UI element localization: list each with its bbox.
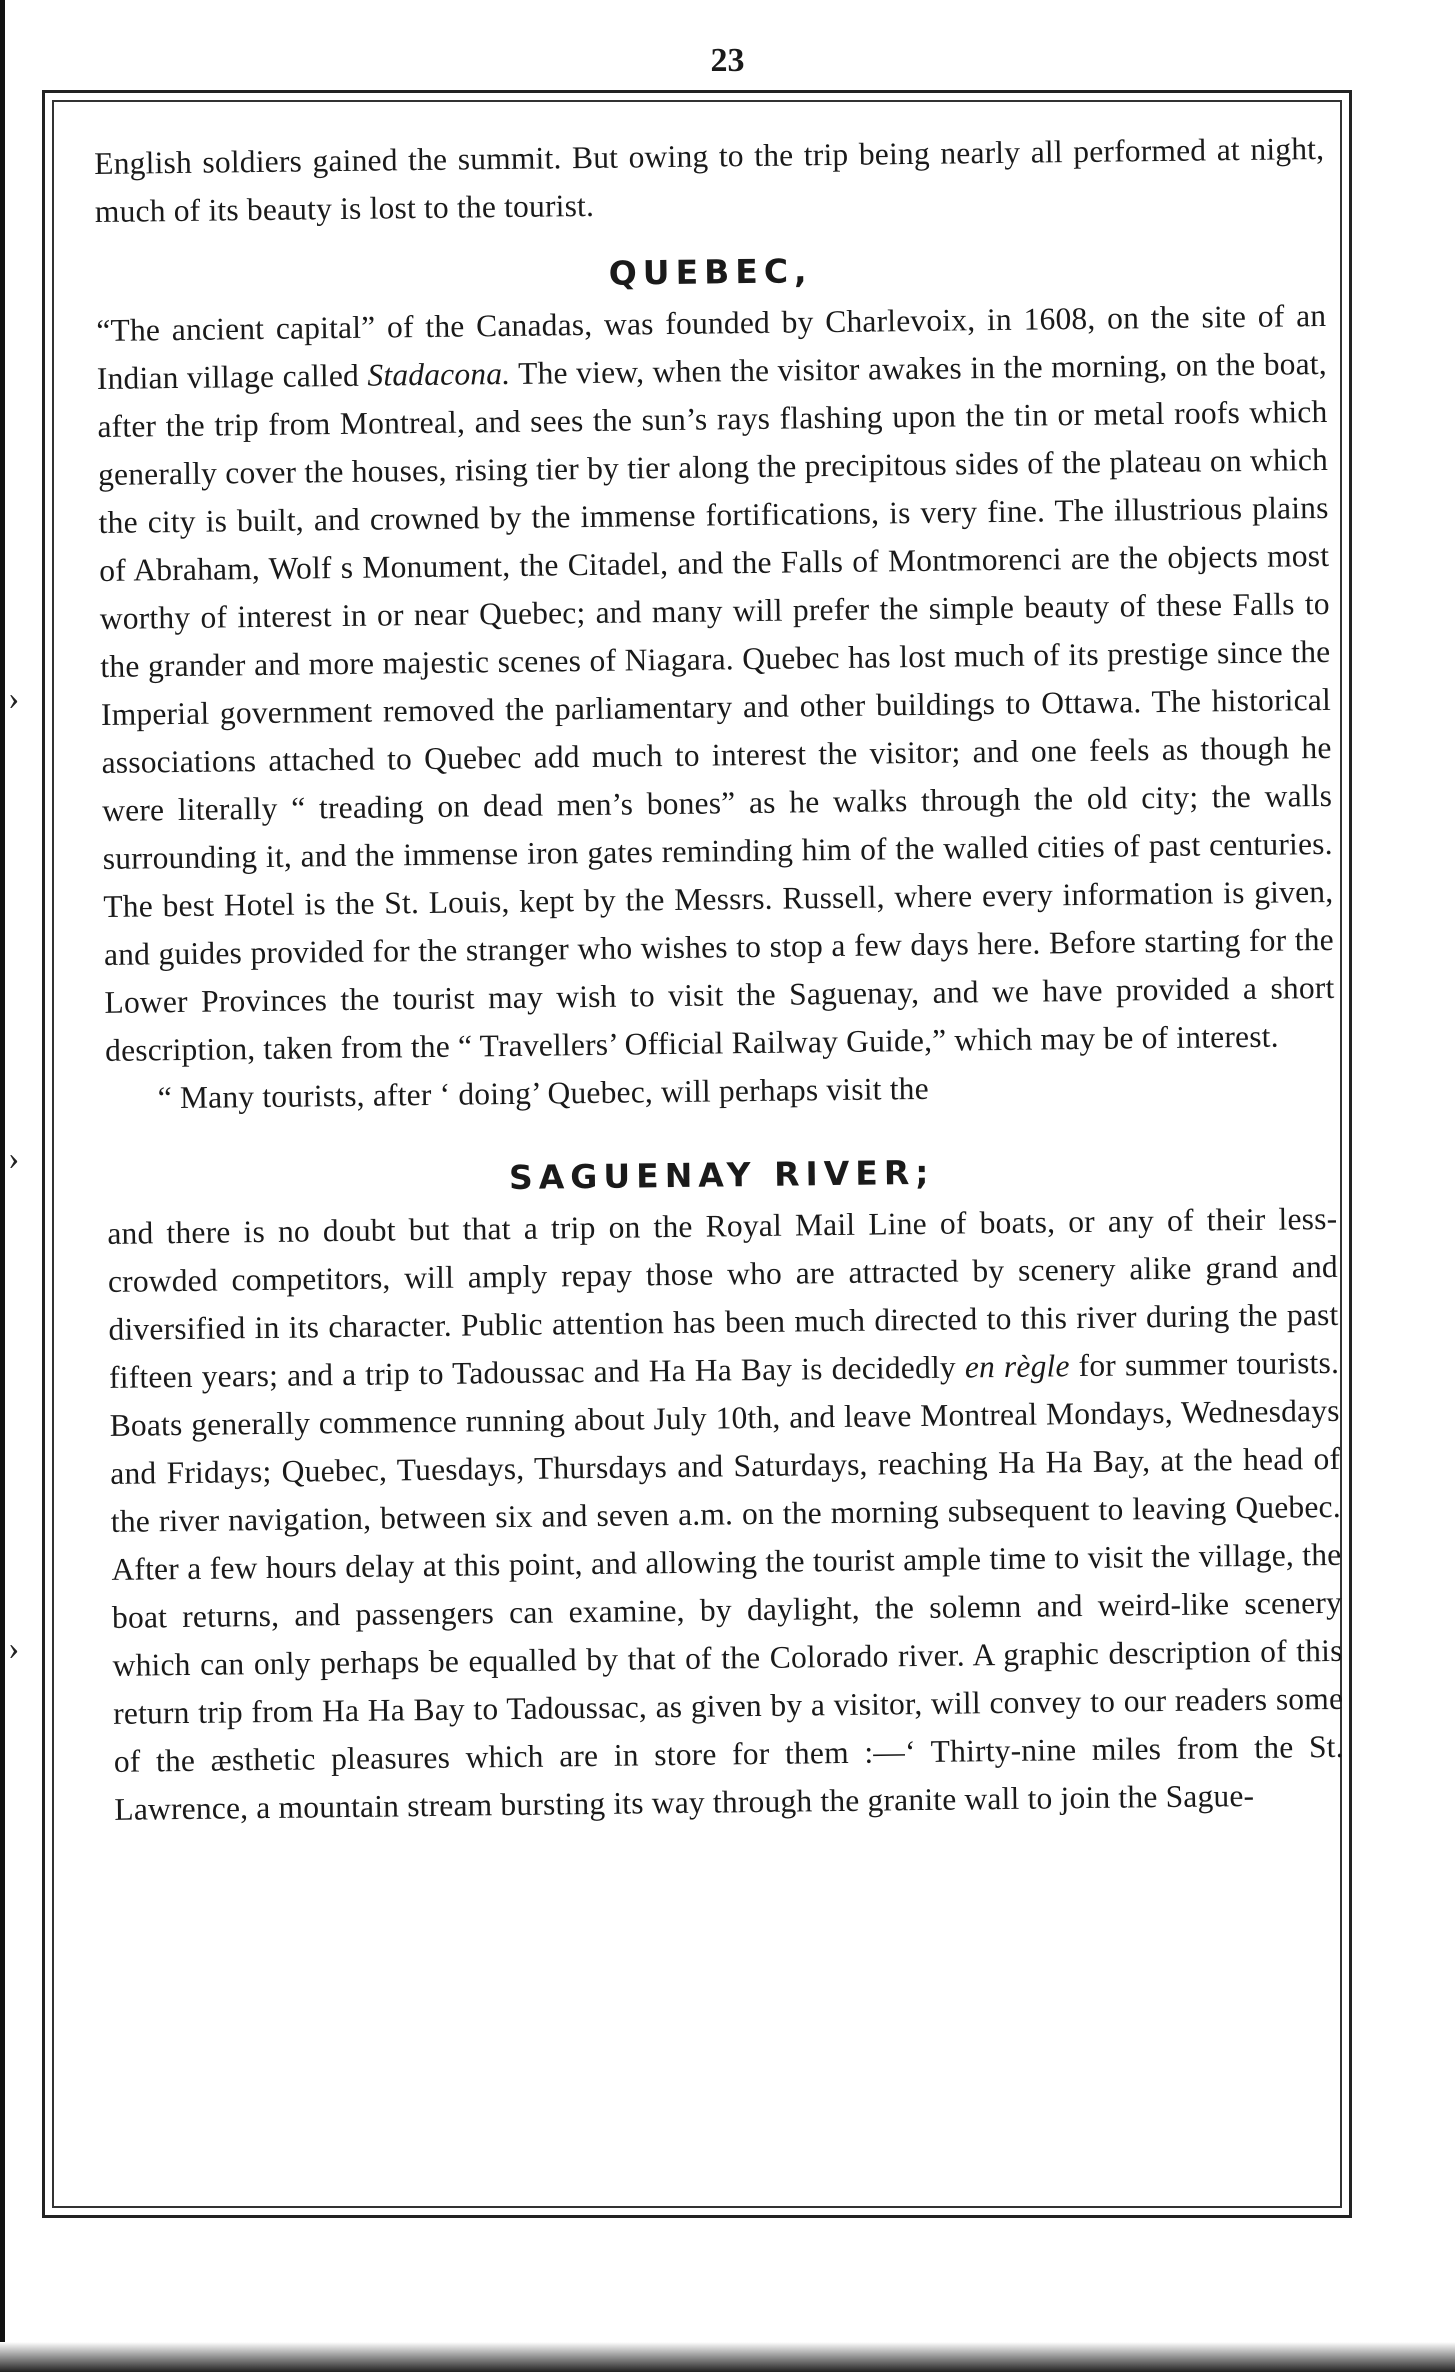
margin-mark: › xyxy=(8,1140,20,1177)
scan-left-edge xyxy=(0,0,5,2372)
saguenay-paragraph xyxy=(107,1195,1345,1834)
margin-mark: › xyxy=(8,1630,20,1667)
saguenay-paragraph-text-2: for summer tourists. Boats generally commence running about July 10th, and leave Montreal Mondays, Wednesdays and Fridays; Quebec, Tuesdays, Thursdays and Saturdays, reaching Ha Ha Bay, at the head of the river navigation, between six and seven a.m. on the morning subsequent to leaving Quebec. After a few hours delay at this point, and allowing the tourist ample time to visit the village, the boat returns, and passengers can examine, by daylight, the solemn and weird-like scenery which can only perhaps be equalled by that of the Colorado river. A graphic description of this return trip from Ha Ha Bay to Tadoussac, as given by a visitor, will convey to our readers some of the æsthetic pleasures which are in store for them :—‘ Thirty-nine miles from the St. Lawrence, a mountain stream bursting its way through the granite wall to join the Sague- xyxy=(109,1344,1344,1827)
quebec-paragraph-text-1: “The ancient capital” of the Canadas, was founded by Charlevoix, in 1608, on the site of an Indian village called xyxy=(96,297,1327,396)
quebec-paragraph xyxy=(96,292,1335,1075)
saguenay-heading: SAGUENAY RIVER; xyxy=(508,1152,935,1198)
page-number: 23 xyxy=(710,42,745,79)
page-body xyxy=(94,125,1345,1834)
margin-mark: › xyxy=(8,680,20,717)
scan-bottom-edge xyxy=(0,2342,1455,2372)
quebec-heading: QUEBEC, xyxy=(608,251,813,293)
place-name-italic: Stadacona. xyxy=(367,355,511,393)
intro-paragraph: English soldiers gained the summit. But owing to the trip being nearly all performed at night, much of its beauty is lost to the tourist. xyxy=(94,130,1325,229)
saguenay-paragraph-text-1: and there is no doubt but that a trip on the Royal Mail Line of boats, or any of their less-crowded competitors, will amply repay those who are attracted by scenery alike grand and diversified in its character. Public attention has been much directed to this river during the past fifteen years; and a trip to Tadoussac and Ha Ha Bay is decidedly xyxy=(107,1200,1339,1395)
saguenay-lead-in: “ Many tourists, after ‘ doing’ Quebec, will perhaps visit the xyxy=(157,1070,929,1116)
quebec-paragraph-text-2: The view, when the visitor awakes in the morning, on the boat, after the trip from Montreal, and sees the sun’s rays flashing upon the tin or metal roofs which generally cover the houses, rising tier by tier along the precipitous sides of the plateau on which the city is built, and crowned by the immense fortifications, is very fine. The illustrious plains of Abraham, Wolf s Monument, the Citadel, and the Falls of Montmorenci are the objects most worthy of interest in or near Quebec; and many will prefer the simple beauty of these Falls to the grander and more majestic scenes of Niagara. Quebec has lost much of its prestige since the Imperial government removed the parliamentary and other buildings to Ottawa. The historical associations attached to Quebec add much to interest the visitor; and one feels as though he were literally “ treading on dead men’s bones” as he walks through the old city; the walls surrounding it, and the immense iron gates reminding him of the walled cities of past centuries. The best Hotel is the St. Louis, kept by the Messrs. Russell, where every information is given, and guides provided for the stranger who wishes to stop a few days here. Before starting for the Lower Provinces the tourist may wish to visit the Saguenay, and we have provided a short description, taken from the “ Travellers’ Official Railway Guide,” which may be of interest. xyxy=(97,345,1335,1068)
italic-phrase: en règle xyxy=(964,1348,1070,1385)
